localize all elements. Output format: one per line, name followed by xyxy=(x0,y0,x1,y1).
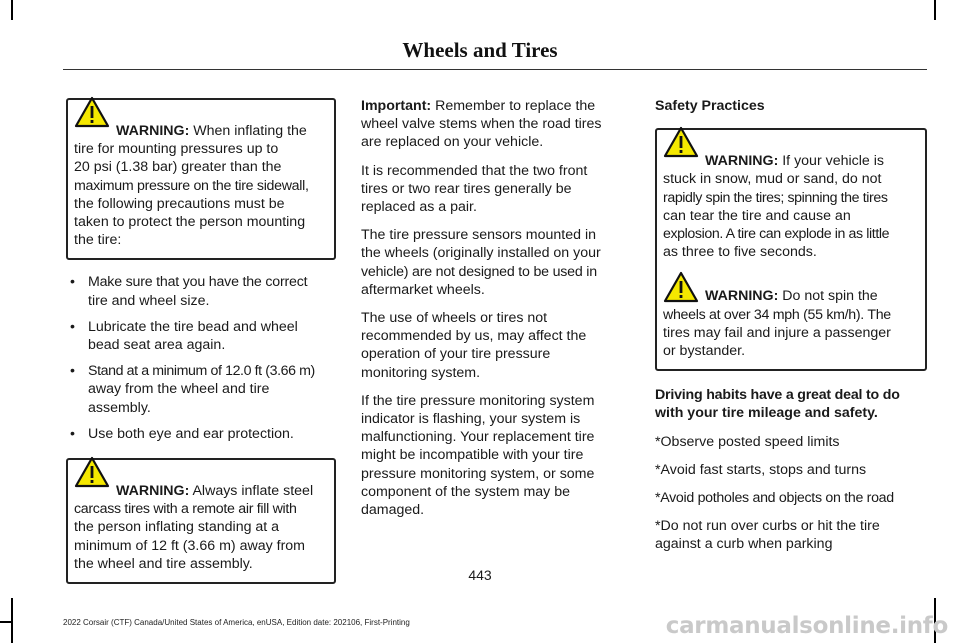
warning-inflating xyxy=(74,110,329,249)
text-line: It is recommended that the two front xyxy=(361,162,588,179)
text-line: might be incompatible with your tire xyxy=(361,447,584,464)
warning-line: the following precautions must be xyxy=(74,195,285,212)
warning-box-steel-carcass xyxy=(66,458,336,584)
warning-line: 20 psi (1.38 bar) greater than the xyxy=(74,159,282,176)
text-line: damaged. xyxy=(361,502,425,519)
text-line: indicator is flashing, your system is xyxy=(361,411,581,428)
warning-label: WARNING: xyxy=(705,153,779,170)
warning-label: WARNING: xyxy=(705,288,779,305)
text-line: with your tire mileage and safety. xyxy=(655,405,878,422)
crop-mark-top-right-v xyxy=(934,0,936,20)
paragraph xyxy=(361,309,633,382)
list-item xyxy=(66,425,336,443)
text-line: *Do not run over curbs or hit the tire xyxy=(655,518,880,535)
crop-mark-top-left-v xyxy=(11,0,13,20)
warning-line: can tear the tire and cause an xyxy=(663,207,851,224)
list-item xyxy=(66,362,336,417)
text-line: pressure monitoring system, or some xyxy=(361,465,595,482)
warning-line: stuck in snow, mud or sand, do not xyxy=(663,171,882,188)
text-line: monitoring system. xyxy=(361,364,481,381)
paragraph xyxy=(361,226,633,299)
precautions-list xyxy=(66,273,336,443)
tip: *Observe posted speed limits xyxy=(655,433,840,450)
tip: *Avoid fast starts, stops and turns xyxy=(655,461,867,478)
warning-text: If your vehicle is xyxy=(778,153,884,170)
warning-line: taken to protect the person mounting xyxy=(74,214,306,231)
warning-line: tire for mounting pressures up to xyxy=(74,141,279,158)
edition-footer: 2022 Corsair (CTF) Canada/United States of America, enUSA, Edition date: 202106, First-Printing xyxy=(63,618,410,627)
warning-line: carcass tires with a remote air fill with xyxy=(74,501,297,518)
list-item-line: assembly. xyxy=(88,399,151,416)
warning-line: maximum pressure on the tire sidewall, xyxy=(74,177,309,194)
tip: *Avoid potholes and objects on the road xyxy=(655,490,894,507)
crop-mark-bottom-left-h xyxy=(0,621,13,623)
text-line: malfunctioning. Your replacement tire xyxy=(361,429,595,446)
list-item-line: tire and wheel size. xyxy=(88,292,210,309)
tip xyxy=(655,517,927,553)
warning-line: explosion. A tire can explode in as little xyxy=(663,226,890,243)
list-item-line: • Stand at a minimum of 12.0 ft (3.66 m) xyxy=(88,363,315,380)
warning-triangle-icon xyxy=(74,456,110,488)
text-line: If the tire pressure monitoring system xyxy=(361,392,595,409)
warning-text: Do not spin the xyxy=(778,288,878,305)
warning-text: When inflating the xyxy=(189,123,307,139)
list-item xyxy=(66,318,336,354)
important-note xyxy=(361,97,633,152)
text-line: operation of your tire pressure xyxy=(361,346,551,363)
text-line: recommended by us, may affect the xyxy=(361,328,587,345)
important-label: Important: xyxy=(361,98,432,114)
warning-spin-speed xyxy=(663,273,920,360)
paragraph xyxy=(361,162,633,217)
warning-line: the person inflating standing at a xyxy=(74,519,280,536)
text-line: vehicle) are not designed to be used in xyxy=(361,263,597,280)
warning-box-safety xyxy=(655,128,927,371)
warning-line: minimum of 12 ft (3.66 m) away from xyxy=(74,537,306,554)
list-item-line: • Lubricate the tire bead and wheel xyxy=(88,318,298,335)
paragraph xyxy=(361,392,633,519)
middle-column xyxy=(361,97,633,529)
warning-triangle-icon xyxy=(74,96,110,128)
warning-box-inflating xyxy=(66,98,336,260)
text-line: component of the system may be xyxy=(361,483,570,500)
list-item-line: • Make sure that you have the correct xyxy=(88,274,308,291)
important-text: Remember to replace the xyxy=(431,98,596,114)
warning-line: tires may fail and injure a passenger xyxy=(663,324,891,341)
important-first-line xyxy=(361,97,633,115)
text-line: tires or two rear tires generally be xyxy=(361,180,572,197)
section-heading: Safety Practices xyxy=(655,98,765,114)
text-line: wheel valve stems when the road tires xyxy=(361,116,602,133)
text-line: against a curb when parking xyxy=(655,536,833,553)
text-line: are replaced on your vehicle. xyxy=(361,134,544,151)
text-line: The tire pressure sensors mounted in xyxy=(361,227,596,244)
left-column xyxy=(66,95,336,584)
warning-triangle-icon xyxy=(663,271,699,303)
header-rule xyxy=(63,69,927,70)
right-column xyxy=(655,97,927,564)
warning-triangle-icon xyxy=(663,126,699,158)
list-item-line: bead seat area again. xyxy=(88,337,226,354)
page-title: Wheels and Tires xyxy=(402,38,558,62)
warning-line: as three to five seconds. xyxy=(663,244,817,261)
text-line: replaced as a pair. xyxy=(361,199,477,216)
list-item xyxy=(66,273,336,309)
warning-line: rapidly spin the tires; spinning the tires xyxy=(663,189,888,206)
warning-label: WARNING: xyxy=(116,483,190,500)
driving-habits-heading xyxy=(655,386,927,422)
text-line: aftermarket wheels. xyxy=(361,281,485,298)
text-line: The use of wheels or tires not xyxy=(361,310,548,327)
list-item-line: away from the wheel and tire xyxy=(88,381,270,398)
warning-steel-carcass xyxy=(74,470,329,573)
warning-text: Always inflate steel xyxy=(189,483,314,500)
list-item-line: • Use both eye and ear protection. xyxy=(88,425,294,442)
warning-stuck-vehicle xyxy=(663,140,920,261)
warning-line: the tire: xyxy=(74,232,122,249)
text-line: Driving habits have a great deal to do xyxy=(655,387,900,404)
page-number: 443 xyxy=(468,567,492,583)
warning-line: wheels at over 34 mph (55 km/h). The xyxy=(663,306,891,323)
text-line: the wheels (originally installed on your xyxy=(361,245,601,262)
warning-label: WARNING: xyxy=(116,123,190,139)
warning-line: or bystander. xyxy=(663,343,746,360)
warning-line: the wheel and tire assembly. xyxy=(74,555,253,572)
watermark: carmanualsonline.info xyxy=(665,613,948,639)
